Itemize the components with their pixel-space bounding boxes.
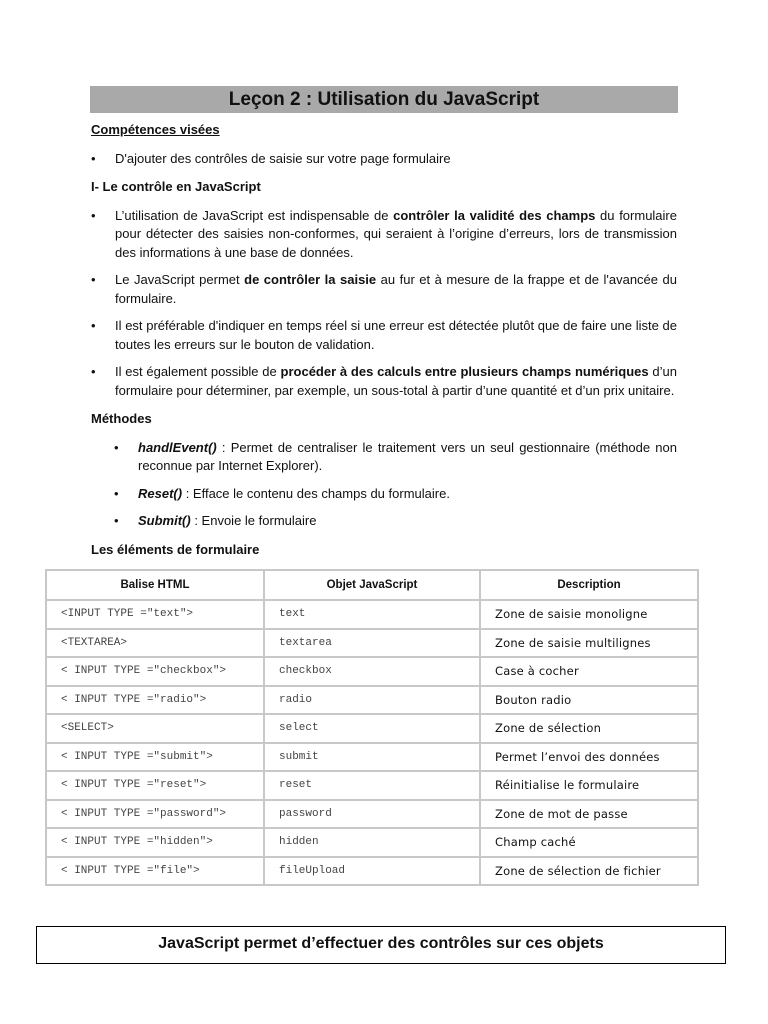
description-cell: Case à cocher [480,657,698,686]
summary-box: JavaScript permet d’effectuer des contrôles sur ces objets [36,926,726,964]
section-item-2: • Le JavaScript permet de contrôler la saisie au fur et à mesure de la frappe et de l'avancée du formulaire. [91,272,677,306]
table-row [46,743,698,772]
bullet-icon: • [114,513,119,528]
js-object-cell: password [264,800,480,829]
competences-heading: Compétences visées [91,122,220,137]
html-tag-cell: < INPUT TYPE ="radio"> [46,686,264,715]
html-tag-cell: < INPUT TYPE ="reset"> [46,771,264,800]
lesson-body [91,121,677,569]
js-object-cell: reset [264,771,480,800]
bullet-icon: • [91,150,96,166]
bullet-icon: • [91,207,96,223]
table-row [46,657,698,686]
page-title: Leçon 2 : Utilisation du JavaScript [90,86,678,113]
html-tag-cell: <INPUT TYPE ="text"> [46,600,264,629]
js-object-cell: hidden [264,828,480,857]
column-header: Balise HTML [46,570,264,600]
html-tag-cell: < INPUT TYPE ="checkbox"> [46,657,264,686]
bullet-icon: • [91,364,96,379]
js-object-cell: submit [264,743,480,772]
description-cell: Zone de sélection [480,714,698,743]
html-tag-cell: <SELECT> [46,714,264,743]
html-tag-cell: < INPUT TYPE ="submit"> [46,743,264,772]
description-cell: Réinitialise le formulaire [480,771,698,800]
table-row [46,771,698,800]
table-header-row [46,570,698,600]
description-cell: Champ caché [480,828,698,857]
method-item-reset: • Reset() : Efface le contenu des champs du formulaire. [91,485,677,504]
js-object-cell: radio [264,686,480,715]
section-item-3: • Il est préférable d'indiquer en temps réel si une erreur est détectée plutôt que de faire une liste de toutes les erreurs sur le bouton de validation. [91,318,677,352]
elements-heading: Les éléments de formulaire [91,541,260,557]
bullet-icon: • [91,272,96,287]
description-cell: Zone de saisie multilignes [480,629,698,658]
methods-heading: Méthodes [91,411,152,426]
table-row [46,629,698,658]
html-tag-cell: <TEXTAREA> [46,629,264,658]
competence-item: • D'ajouter des contrôles de saisie sur votre page formulaire [91,150,677,169]
section-heading: I- Le contrôle en JavaScript [91,179,261,194]
js-object-cell: text [264,600,480,629]
js-object-cell: checkbox [264,657,480,686]
description-cell: Zone de saisie monoligne [480,600,698,629]
html-tag-cell: < INPUT TYPE ="password"> [46,800,264,829]
table-row [46,800,698,829]
description-cell: Zone de mot de passe [480,800,698,829]
html-tag-cell: < INPUT TYPE ="file"> [46,857,264,886]
table-row [46,857,698,886]
js-object-cell: textarea [264,629,480,658]
table-row [46,828,698,857]
method-item-handlevent: • handlEvent() : Permet de centraliser le traitement vers un seul gestionnaire (méthode non reconnue par Internet Explorer). [114,439,677,473]
column-header: Description [480,570,698,600]
form-elements-table [45,569,699,886]
description-cell: Bouton radio [480,686,698,715]
bullet-icon: • [114,439,119,455]
section-item-1: • L’utilisation de JavaScript est indispensable de contrôler la validité des champs du formulaire pour détecter des saisies non-conformes, qui seraient à l’origine d’erreurs, lors de transmission des informations à une base de données. [91,207,677,260]
bullet-icon: • [91,318,96,333]
description-cell: Zone de sélection de fichier [480,857,698,886]
table-row [46,600,698,629]
bullet-icon: • [114,485,119,501]
js-object-cell: select [264,714,480,743]
method-item-submit: • Submit() : Envoie le formulaire [91,512,677,531]
section-item-4: • Il est également possible de procéder à des calculs entre plusieurs champs numériques d’un formulaire pour déterminer, par exemple, un sous-total à partir d’une quantité et d’un prix unitaire. [91,364,677,398]
column-header: Objet JavaScript [264,570,480,600]
js-object-cell: fileUpload [264,857,480,886]
form-elements-table-wrapper [45,569,697,886]
description-cell: Permet l’envoi des données [480,743,698,772]
table-row [46,686,698,715]
table-row [46,714,698,743]
html-tag-cell: < INPUT TYPE ="hidden"> [46,828,264,857]
